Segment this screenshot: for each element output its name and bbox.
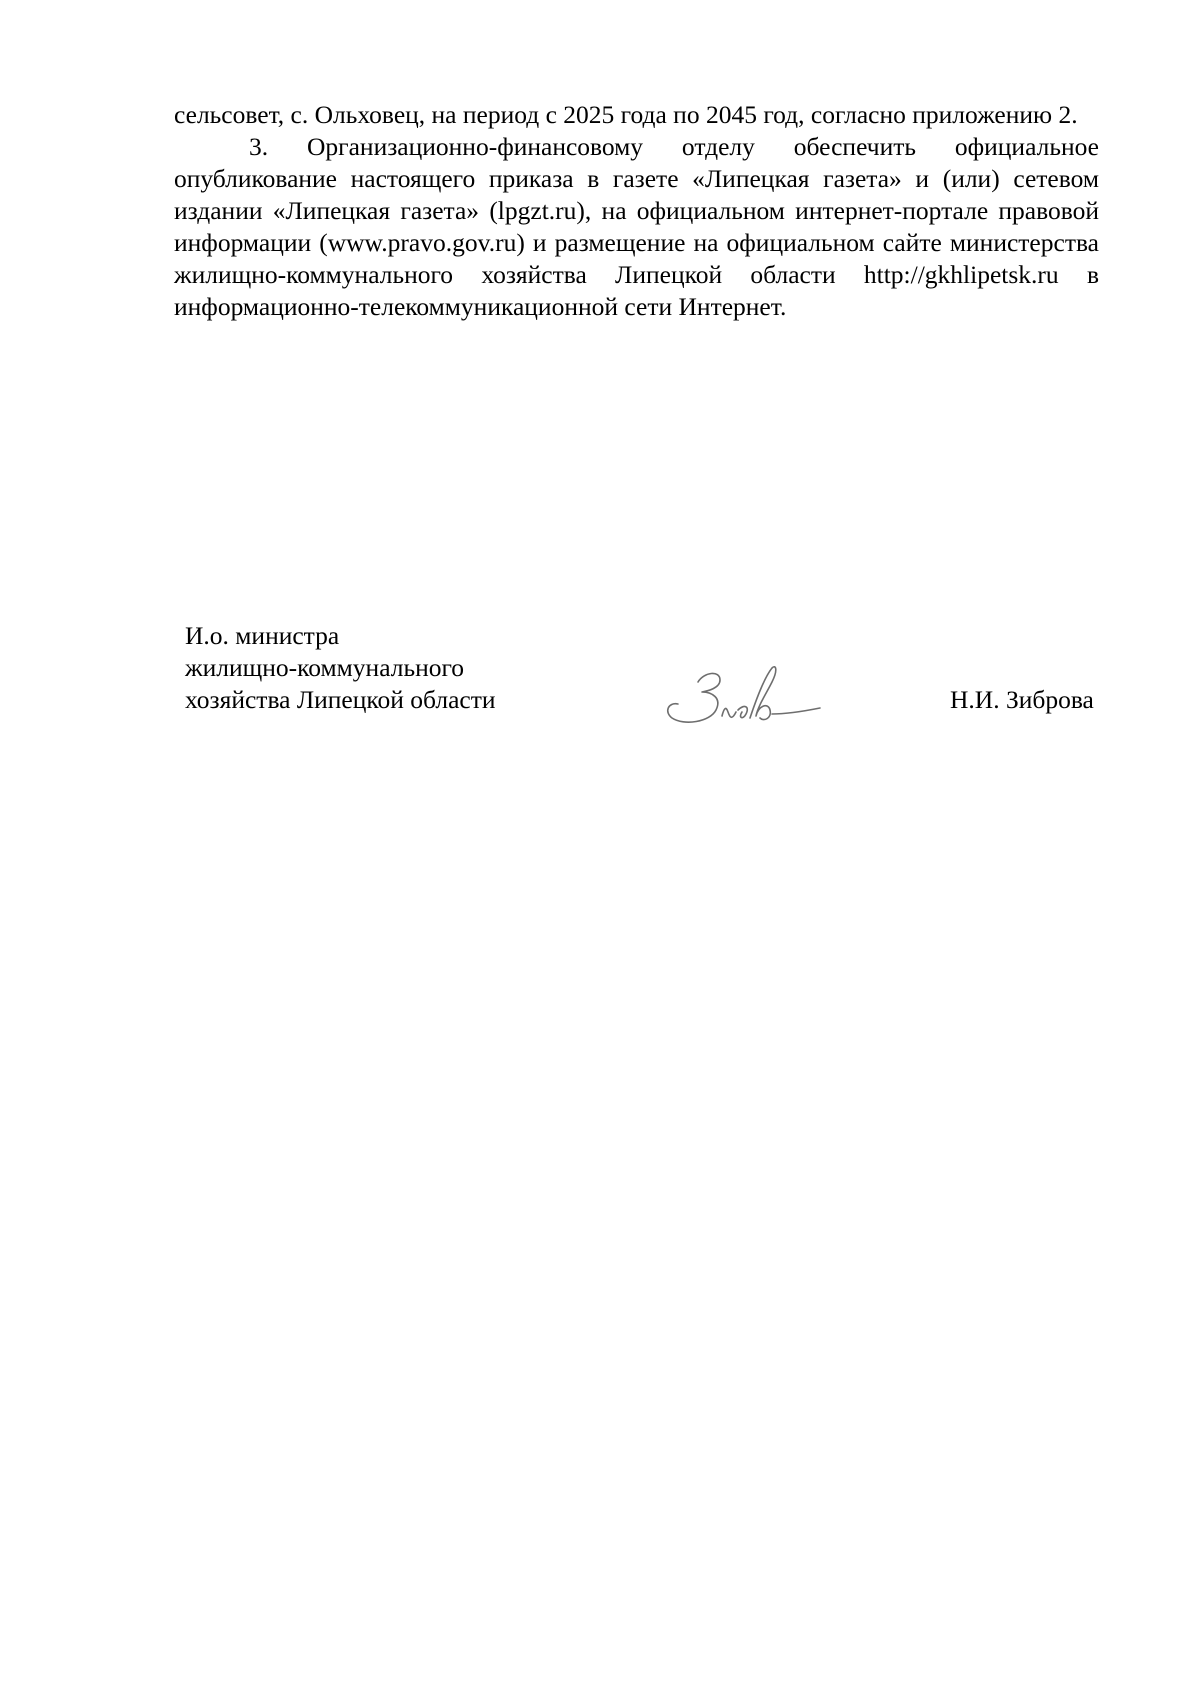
signatory-title — [185, 620, 496, 716]
handwritten-signature — [660, 660, 830, 740]
document-body — [174, 99, 1099, 323]
paragraph-item-3: 3. Организационно-финансовому отделу обеспечить официальное опубликование настоящего приказа в газете «Липецкая газета» и (или) сетевом издании «Липецкая газета» (lpgzt.ru), на официальном интернет-портале правовой информации (www.pravo.gov.ru) и размещение на официальном сайте министерства жилищно-коммунального хозяйства Липецкой области http://gkhlipetsk.ru в информационно-телекоммуникационной сети Интернет. — [174, 132, 1099, 321]
paragraph-continuation: сельсовет, с. Ольховец, на период с 2025 года по 2045 год, согласно приложению 2. — [174, 100, 1078, 129]
signatory-title-line-2: жилищно-коммунального — [185, 653, 465, 682]
signatory-title-line-1: И.о. министра — [185, 621, 340, 650]
signer-name: Н.И. Зиброва — [950, 685, 1094, 714]
signatory-title-line-3: хозяйства Липецкой области — [185, 685, 496, 714]
